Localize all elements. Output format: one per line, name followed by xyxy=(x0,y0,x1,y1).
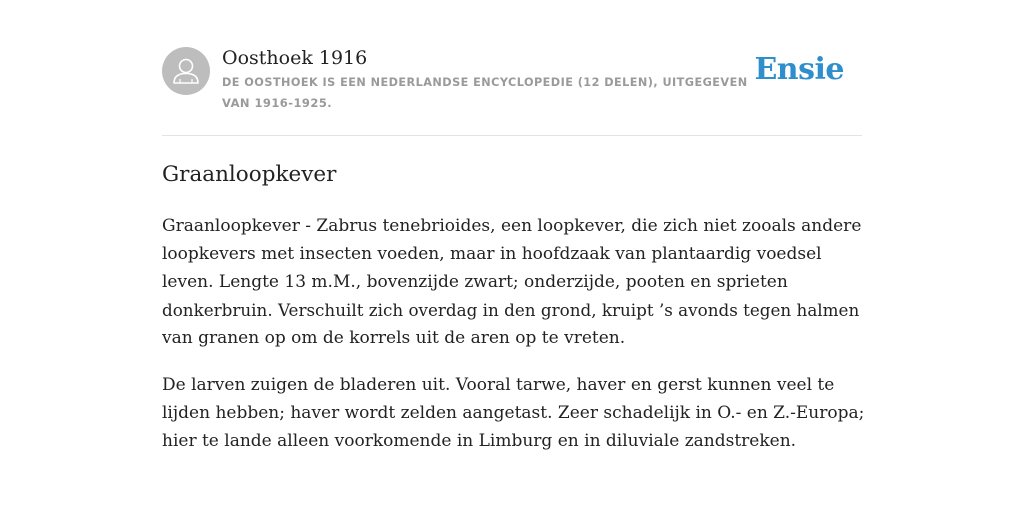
source-description xyxy=(222,72,762,114)
paragraph-line: Graanloopkever - Zabrus tenebrioides, een loopkever, die zich niet zooals andere xyxy=(162,216,862,236)
paragraph-line: leven. Lengte 13 m.M., bovenzijde zwart; onderzijde, pooten en sprieten xyxy=(162,272,788,292)
paragraph-line: loopkevers met insecten voeden, maar in hoofdzaak van plantaardig voedsel xyxy=(162,244,822,264)
paragraph-line: donkerbruin. Verschuilt zich overdag in den grond, kruipt ’s avonds tegen halmen xyxy=(162,300,860,320)
entry-content xyxy=(162,212,882,474)
source-title[interactable]: Oosthoek 1916 xyxy=(222,47,368,69)
source-description-line: VAN 1916-1925. xyxy=(222,96,333,110)
paragraph-line: van granen op om de korrels uit de aren op te vreten. xyxy=(162,328,626,348)
user-avatar-icon[interactable] xyxy=(162,47,210,95)
source-header xyxy=(162,46,862,116)
entry-paragraph xyxy=(162,212,882,352)
ensie-logo[interactable]: Ensie xyxy=(754,52,844,87)
paragraph-line: hier te lande alleen voorkomende in Limburg en in diluviale zandstreken. xyxy=(162,431,797,451)
paragraph-line: De larven zuigen de bladeren uit. Vooral tarwe, haver en gerst kunnen veel te xyxy=(162,375,835,395)
entry-paragraph xyxy=(162,371,882,455)
source-description-line: DE OOSTHOEK IS EEN NEDERLANDSE ENCYCLOPEDIE (12 DELEN), UITGEGEVEN xyxy=(222,76,748,89)
entry-title: Graanloopkever xyxy=(162,162,337,187)
header-divider xyxy=(162,135,862,136)
paragraph-line: lijden hebben; haver wordt zelden aangetast. Zeer schadelijk in O.- en Z.-Europa; xyxy=(162,403,865,423)
